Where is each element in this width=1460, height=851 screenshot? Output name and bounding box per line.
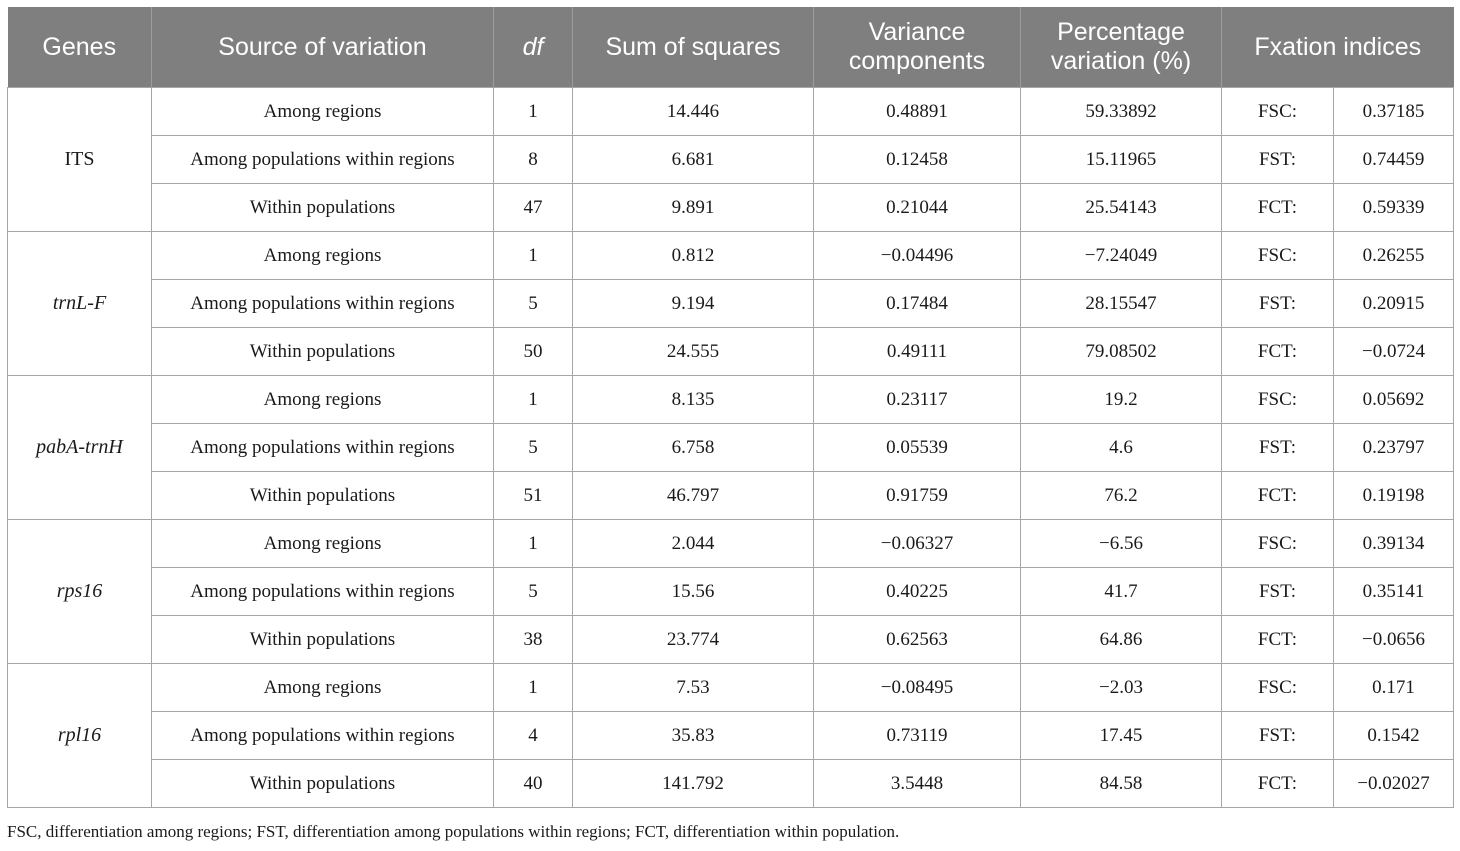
percentage-variation-cell: 76.2 [1021,472,1222,520]
header-df: df [494,7,573,88]
source-cell: Among regions [152,232,494,280]
sum-of-squares-cell: 46.797 [573,472,814,520]
source-cell: Among regions [152,88,494,136]
table-row [8,328,1454,376]
sum-of-squares-cell: 9.891 [573,184,814,232]
fixation-index-label-cell: FST: [1222,280,1334,328]
df-cell: 47 [494,184,573,232]
variance-components-cell: 0.48891 [814,88,1021,136]
percentage-variation-cell: 17.45 [1021,712,1222,760]
percentage-variation-cell: 4.6 [1021,424,1222,472]
percentage-variation-cell: −6.56 [1021,520,1222,568]
table-row [8,280,1454,328]
sum-of-squares-cell: 23.774 [573,616,814,664]
gene-name-cell: rps16 [8,520,152,664]
fixation-index-value-cell: 0.35141 [1334,568,1454,616]
variance-components-cell: −0.08495 [814,664,1021,712]
percentage-variation-cell: 25.54143 [1021,184,1222,232]
percentage-variation-cell: 28.15547 [1021,280,1222,328]
sum-of-squares-cell: 6.758 [573,424,814,472]
variance-components-cell: 0.91759 [814,472,1021,520]
fixation-index-value-cell: 0.19198 [1334,472,1454,520]
fixation-index-label-cell: FCT: [1222,328,1334,376]
table-row [8,520,1454,568]
fixation-index-value-cell: 0.20915 [1334,280,1454,328]
table-row [8,616,1454,664]
fixation-index-value-cell: 0.59339 [1334,184,1454,232]
df-cell: 5 [494,568,573,616]
df-cell: 38 [494,616,573,664]
source-cell: Among populations within regions [152,136,494,184]
table-row [8,136,1454,184]
amova-table [7,7,1454,808]
percentage-variation-cell: 59.33892 [1021,88,1222,136]
variance-components-cell: 0.12458 [814,136,1021,184]
percentage-variation-cell: −2.03 [1021,664,1222,712]
fixation-index-value-cell: 0.23797 [1334,424,1454,472]
sum-of-squares-cell: 141.792 [573,760,814,808]
fixation-index-label-cell: FSC: [1222,376,1334,424]
fixation-index-value-cell: 0.26255 [1334,232,1454,280]
source-cell: Within populations [152,472,494,520]
fixation-index-label-cell: FCT: [1222,760,1334,808]
header-source-of-variation: Source of variation [152,7,494,88]
percentage-variation-cell: 64.86 [1021,616,1222,664]
variance-components-cell: 0.40225 [814,568,1021,616]
fixation-index-label-cell: FST: [1222,568,1334,616]
table-row [8,568,1454,616]
df-cell: 40 [494,760,573,808]
variance-components-cell: 0.49111 [814,328,1021,376]
header-variance-components: Variance components [814,7,1021,88]
table-header-row [8,7,1454,88]
table-row [8,760,1454,808]
sum-of-squares-cell: 14.446 [573,88,814,136]
table-row [8,424,1454,472]
fixation-index-value-cell: 0.39134 [1334,520,1454,568]
df-cell: 1 [494,88,573,136]
source-cell: Among populations within regions [152,280,494,328]
sum-of-squares-cell: 2.044 [573,520,814,568]
source-cell: Among regions [152,664,494,712]
fixation-index-value-cell: −0.0656 [1334,616,1454,664]
df-cell: 4 [494,712,573,760]
table-row [8,232,1454,280]
table-row [8,376,1454,424]
fixation-index-label-cell: FCT: [1222,472,1334,520]
fixation-index-label-cell: FCT: [1222,184,1334,232]
header-fixation-indices: Fxation indices [1222,7,1454,88]
fixation-index-value-cell: 0.05692 [1334,376,1454,424]
fixation-index-label-cell: FSC: [1222,664,1334,712]
df-cell: 8 [494,136,573,184]
sum-of-squares-cell: 0.812 [573,232,814,280]
percentage-variation-cell: 79.08502 [1021,328,1222,376]
percentage-variation-cell: 41.7 [1021,568,1222,616]
fixation-index-label-cell: FSC: [1222,232,1334,280]
table-row [8,472,1454,520]
variance-components-cell: 0.73119 [814,712,1021,760]
variance-components-cell: 3.5448 [814,760,1021,808]
fixation-index-value-cell: −0.0724 [1334,328,1454,376]
gene-name-cell: pabA-trnH [8,376,152,520]
sum-of-squares-cell: 24.555 [573,328,814,376]
percentage-variation-cell: 15.11965 [1021,136,1222,184]
df-cell: 1 [494,232,573,280]
header-percentage-variation: Percentage variation (%) [1021,7,1222,88]
table-row [8,184,1454,232]
source-cell: Within populations [152,616,494,664]
sum-of-squares-cell: 7.53 [573,664,814,712]
table-row [8,664,1454,712]
fixation-index-value-cell: 0.1542 [1334,712,1454,760]
variance-components-cell: 0.17484 [814,280,1021,328]
variance-components-cell: 0.21044 [814,184,1021,232]
fixation-index-value-cell: 0.171 [1334,664,1454,712]
variance-components-cell: 0.05539 [814,424,1021,472]
fixation-index-label-cell: FST: [1222,712,1334,760]
df-cell: 51 [494,472,573,520]
gene-name-cell: rpl16 [8,664,152,808]
source-cell: Within populations [152,328,494,376]
fixation-index-label-cell: FST: [1222,136,1334,184]
table-row [8,712,1454,760]
variance-components-cell: −0.06327 [814,520,1021,568]
source-cell: Among populations within regions [152,712,494,760]
source-cell: Among populations within regions [152,568,494,616]
df-cell: 1 [494,664,573,712]
fixation-index-label-cell: FSC: [1222,88,1334,136]
table-row [8,88,1454,136]
sum-of-squares-cell: 15.56 [573,568,814,616]
source-cell: Within populations [152,184,494,232]
source-cell: Among regions [152,376,494,424]
percentage-variation-cell: 19.2 [1021,376,1222,424]
sum-of-squares-cell: 35.83 [573,712,814,760]
df-cell: 1 [494,520,573,568]
source-cell: Within populations [152,760,494,808]
table-body [8,88,1454,808]
sum-of-squares-cell: 6.681 [573,136,814,184]
fixation-index-value-cell: 0.37185 [1334,88,1454,136]
df-cell: 5 [494,280,573,328]
df-cell: 5 [494,424,573,472]
fixation-index-label-cell: FCT: [1222,616,1334,664]
df-cell: 1 [494,376,573,424]
source-cell: Among regions [152,520,494,568]
fixation-index-label-cell: FST: [1222,424,1334,472]
variance-components-cell: 0.23117 [814,376,1021,424]
table-footnote: FSC, differentiation among regions; FST, differentiation among populations within regions; FCT, differentiation within population. [7,822,900,841]
source-cell: Among populations within regions [152,424,494,472]
variance-components-cell: 0.62563 [814,616,1021,664]
fixation-index-value-cell: 0.74459 [1334,136,1454,184]
sum-of-squares-cell: 8.135 [573,376,814,424]
fixation-index-label-cell: FSC: [1222,520,1334,568]
sum-of-squares-cell: 9.194 [573,280,814,328]
fixation-index-value-cell: −0.02027 [1334,760,1454,808]
header-genes: Genes [8,7,152,88]
percentage-variation-cell: 84.58 [1021,760,1222,808]
percentage-variation-cell: −7.24049 [1021,232,1222,280]
df-cell: 50 [494,328,573,376]
header-sum-of-squares: Sum of squares [573,7,814,88]
variance-components-cell: −0.04496 [814,232,1021,280]
gene-name-cell: ITS [8,88,152,232]
gene-name-cell: trnL-F [8,232,152,376]
